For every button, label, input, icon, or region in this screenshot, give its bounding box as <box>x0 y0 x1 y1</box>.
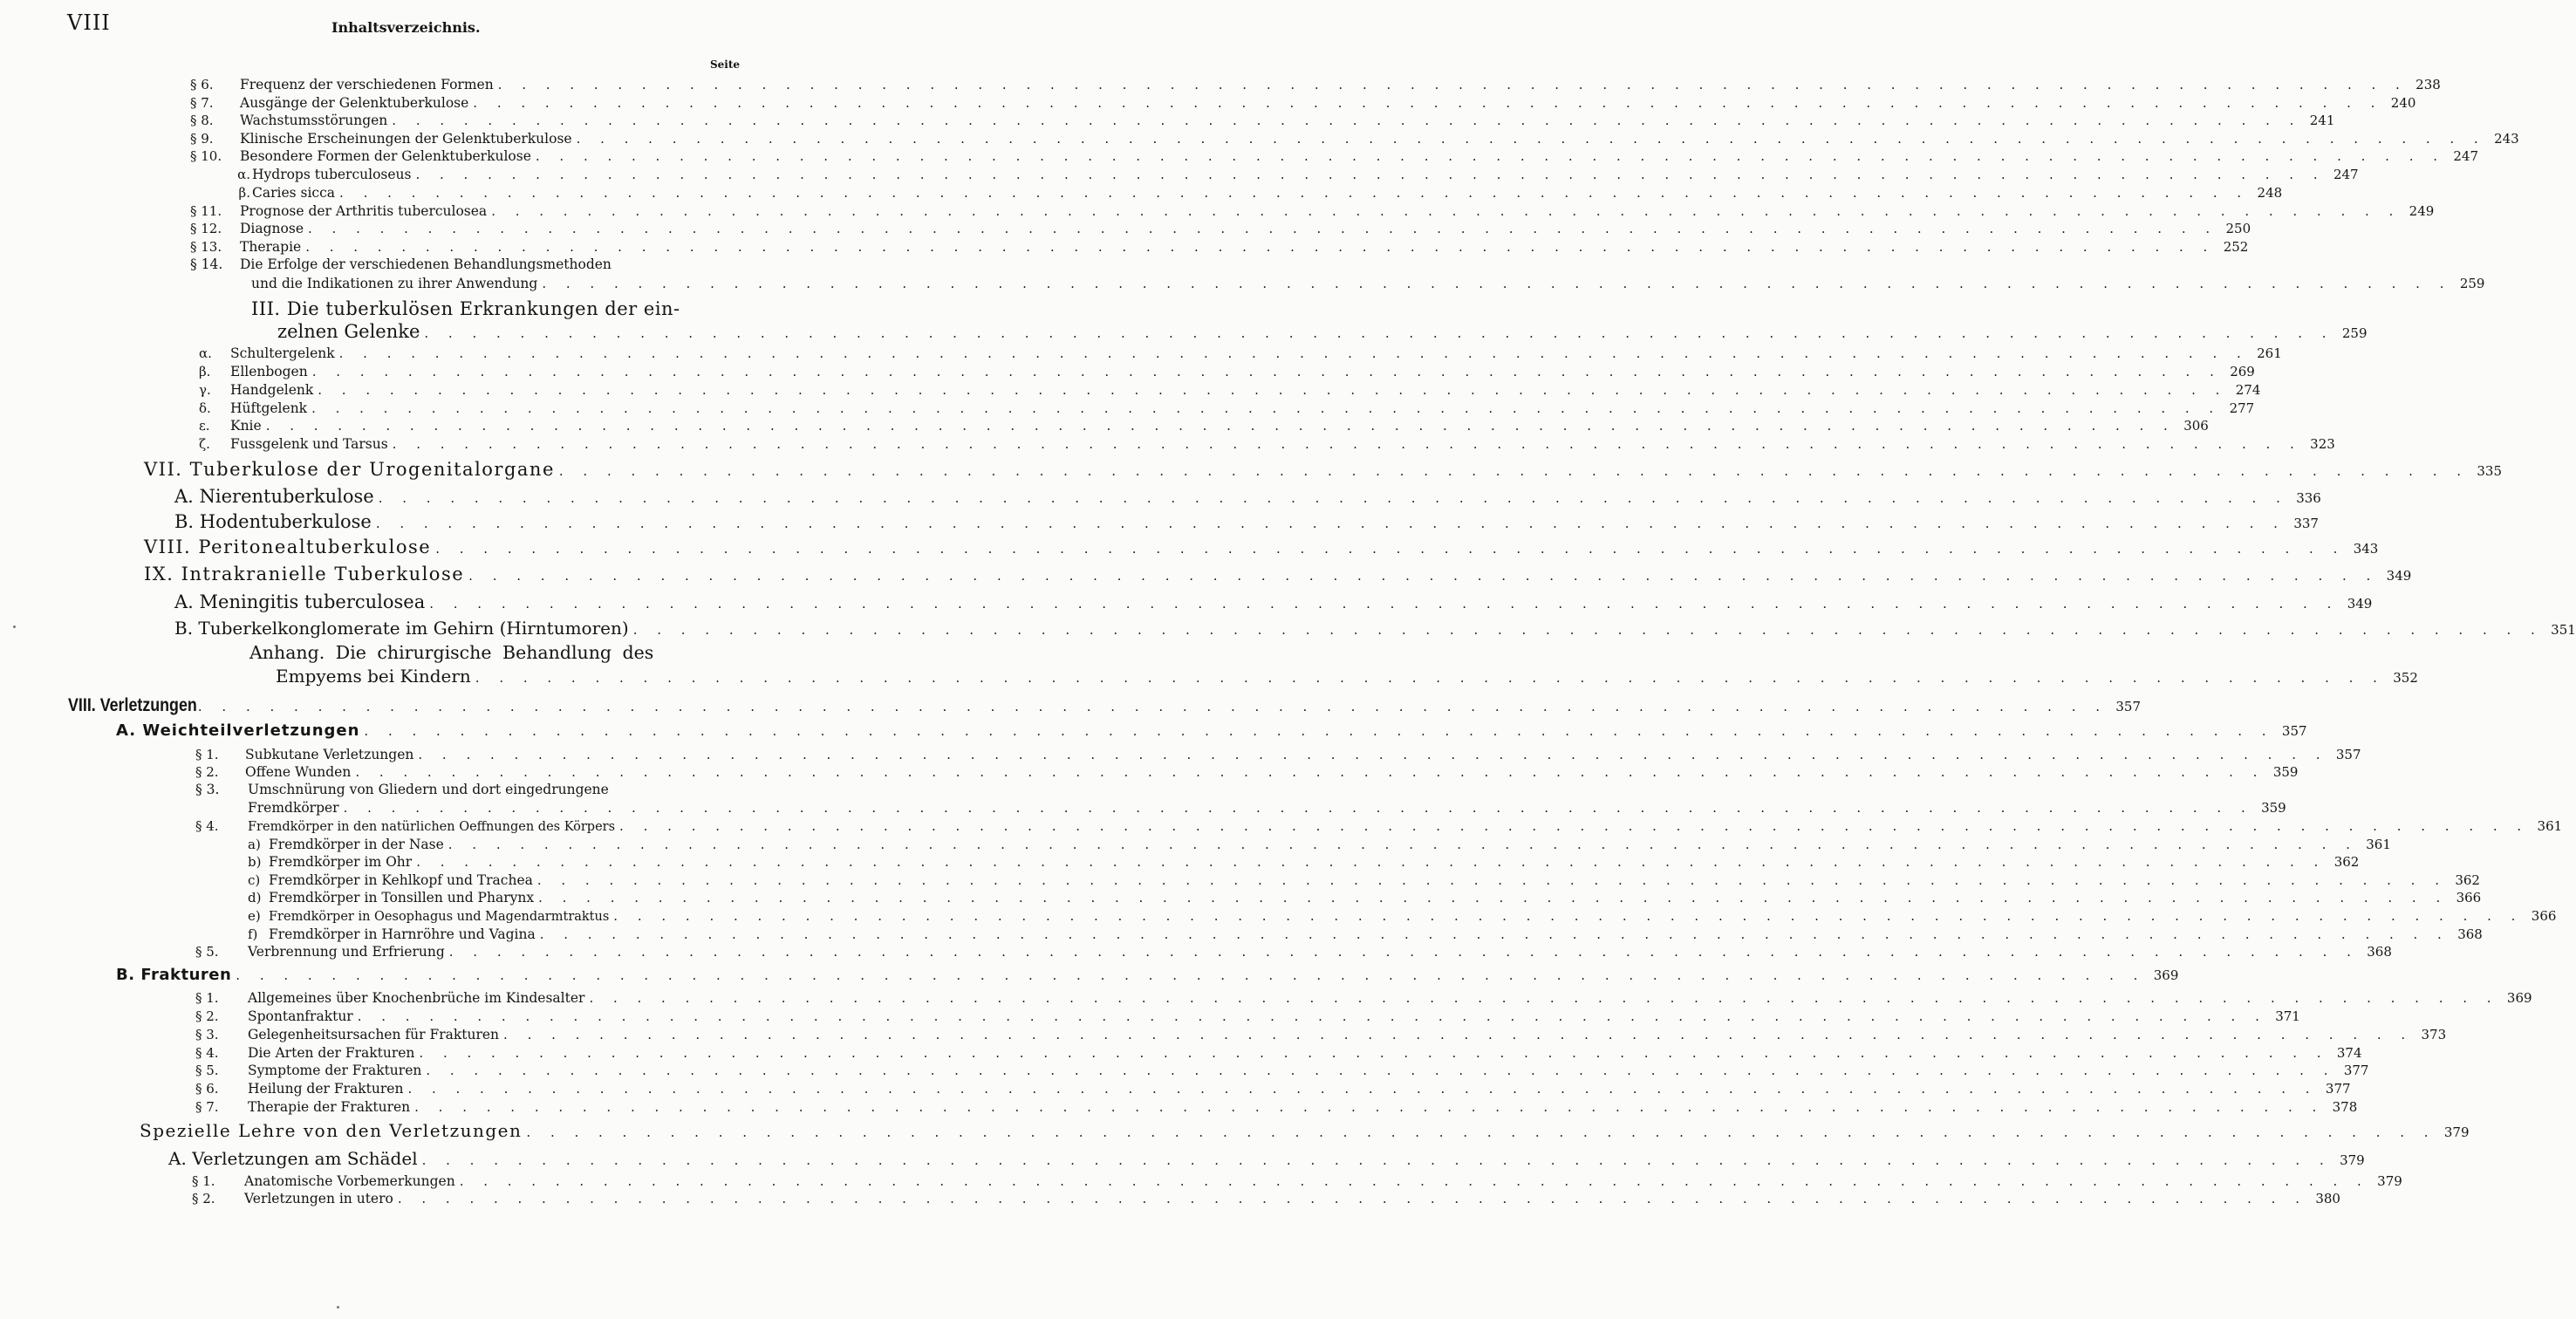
dot-leader: . . . . . . . . . . . . . . . . . . . . . . . . . . . . . . . . . . . . . . . . . . . . . . . . . . . . . . . . . . . . . . . . . . . . . . . . . . . . . . . . <box>418 747 2328 762</box>
dot-leader: . . . . . . . . . . . . . . . . . . . . . . . . . . . . . . . . . . . . . . . . . . . . . . . . . . . . . . . . . . . . . . . . . . . . . . . . . . . . . . . . <box>576 131 2486 147</box>
entry-number: § 6. <box>195 1081 219 1097</box>
dot-leader: . . . . . . . . . . . . . . . . . . . . . . . . . . . . . . . . . . . . . . . . . . . . . . . . . . . . . . . . . . . . . . . . . . . . . . . . . . . . . . . . <box>429 596 2340 612</box>
toc-entry <box>251 275 2485 292</box>
entry-title: Verletzungen in utero <box>244 1191 393 1206</box>
toc-entry <box>192 1172 2402 1190</box>
entry-number: § 11. <box>190 203 222 219</box>
dot-leader: . . . . . . . . . . . . . . . . . . . . . . . . . . . . . . . . . . . . . . . . . . . . . . . . . . . . . . . . . . . . . . . . . . . . . . . . . . . . . . . . <box>419 1045 2329 1061</box>
entry-number: γ. <box>199 382 211 398</box>
dot-leader: . . . . . . . . . . . . . . . . . . . . . . . . . . . . . . . . . . . . . . . . . . . . . . . . . . . . . . . . . . . . . . . . . . . . . . . . . . . . . . . . <box>613 908 2524 924</box>
entry-number: § 14. <box>190 256 223 272</box>
toc-entry <box>190 220 2251 237</box>
entry-title: Subkutane Verletzungen <box>245 747 414 762</box>
entry-page: 377 <box>2343 1063 2369 1078</box>
entry-title: Allgemeines über Knochenbrüche im Kindesalter <box>248 990 585 1006</box>
toc-entry <box>144 536 2379 561</box>
toc-entry <box>248 871 2480 889</box>
entry-page: 277 <box>2229 400 2255 416</box>
toc-entry <box>140 1119 2470 1145</box>
entry-number: § 1. <box>195 990 219 1006</box>
toc-entry-line <box>195 782 609 797</box>
entry-title: Handgelenk <box>230 382 314 398</box>
scan-speck <box>13 625 16 628</box>
toc-entry <box>192 1190 2340 1207</box>
entry-page: 336 <box>2296 490 2321 506</box>
entry-title: Fremdkörper in Tonsillen und Pharynx <box>269 890 535 906</box>
dot-leader: . . . . . . . . . . . . . . . . . . . . . . . . . . . . . . . . . . . . . . . . . . . . . . . . . . . . . . . . . . . . . . . . . . . . . . . . . . . . . . . . <box>426 1063 2336 1078</box>
entry-title: Fremdkörper in Oesophagus und Magendarmtraktus <box>269 910 610 924</box>
dot-leader: . . . . . . . . . . . . . . . . . . . . . . . . . . . . . . . . . . . . . . . . . . . . . . . . . . . . . . . . . . . . . . . . . . . . . . . . . . . . . . . . <box>558 463 2470 479</box>
entry-title: Gelegenheitsursachen für Frakturen <box>248 1027 500 1042</box>
toc-entry <box>277 320 2368 345</box>
entry-title: Verbrennung und Erfrierung <box>248 944 445 960</box>
section-title: B. Frakturen <box>116 966 232 984</box>
entry-title: A. Nierentuberkulose <box>174 486 374 507</box>
dot-leader: . . . . . . . . . . . . . . . . . . . . . . . . . . . . . . . . . . . . . . . . . . . . . . . . . . . . . . . . . . . . . . . . . . . . . . . . . . . . . . . . <box>536 872 2447 888</box>
dot-leader: . . . . . . . . . . . . . . . . . . . . . . . . . . . . . . . . . . . . . . . . . . . . . . . . . . . . . . . . . . . . . . . . . . . . . . . . . . . . . . . . <box>538 890 2449 906</box>
toc-entry <box>195 817 2563 836</box>
toc-entry-line <box>190 256 612 272</box>
entry-title: Prognose der Arthritis tuberculosea <box>240 203 488 219</box>
entry-number: δ. <box>199 400 211 416</box>
toc-entry <box>190 130 2519 147</box>
toc-entry <box>199 363 2255 380</box>
entry-title: VII. Tuberkulose der Urogenitalorgane <box>144 459 555 480</box>
entry-number: α. <box>237 167 250 182</box>
toc-entry <box>174 617 2576 641</box>
entry-page: 248 <box>2257 185 2283 201</box>
section-entry <box>116 965 2179 986</box>
dot-leader: . . . . . . . . . . . . . . . . . . . . . . . . . . . . . . . . . . . . . . . . . . . . . . . . . . . . . . . . . . . . . . . . . . . . . . . . . . . . . . . . <box>435 541 2346 557</box>
dot-leader: . . . . . . . . . . . . . . . . . . . . . . . . . . . . . . . . . . . . . . . . . . . . . . . . . . . . . . . . . . . . . . . . . . . . . . . . . . . . . . . . <box>497 77 2408 92</box>
entry-page: 352 <box>2393 670 2418 686</box>
dot-leader: . . . . . . . . . . . . . . . . . . . . . . . . . . . . . . . . . . . . . . . . . . . . . . . . . . . . . . . . . . . . . . . . . . . . . . . . . . . . . . . . <box>392 113 2302 128</box>
toc-entry <box>221 166 2359 183</box>
entry-page: 349 <box>2386 568 2412 584</box>
dot-leader: . . . . . . . . . . . . . . . . . . . . . . . . . . . . . . . . . . . . . . . . . . . . . . . . . . . . . . . . . . . . . . . . . . . . . . . . . . . . . . . . <box>632 622 2543 638</box>
entry-number: § 1. <box>192 1173 215 1189</box>
entry-number: β. <box>238 185 250 201</box>
page-number: VIII <box>67 10 111 35</box>
entry-page: 306 <box>2183 418 2209 434</box>
toc-entry <box>195 1062 2369 1079</box>
dot-leader: . . . . . . . . . . . . . . . . . . . . . . . . . . . . . . . . . . . . . . . . . . . . . . . . . . . . . . . . . . . . . . . . . . . . . . . . . . . . . . . . <box>375 516 2286 531</box>
dot-leader: . . . . . . . . . . . . . . . . . . . . . . . . . . . . . . . . . . . . . . . . . . . . . . . . . . . . . . . . . . . . . . . . . . . . . . . . . . . . . . . . <box>364 723 2274 739</box>
dot-leader: . . . . . . . . . . . . . . . . . . . . . . . . . . . . . . . . . . . . . . . . . . . . . . . . . . . . . . . . . . . . . . . . . . . . . . . . . . . . . . . . <box>448 837 2358 852</box>
entry-page: 379 <box>2340 1152 2365 1168</box>
dot-leader: . . . . . . . . . . . . . . . . . . . . . . . . . . . . . . . . . . . . . . . . . . . . . . . . . . . . . . . . . . . . . . . . . . . . . . . . . . . . . . . . <box>539 926 2450 942</box>
entry-title: Therapie der Frakturen <box>248 1099 411 1115</box>
toc-entry <box>195 1080 2351 1097</box>
entry-number: § 3. <box>195 782 220 797</box>
entry-page: 249 <box>2409 203 2435 219</box>
dot-leader: . . . . . . . . . . . . . . . . . . . . . . . . . . . . . . . . . . . . . . . . . . . . . . . . . . . . . . . . . . . . . . . . . . . . . . . . . . . . . . . . <box>338 345 2249 361</box>
dot-leader: . . . . . . . . . . . . . . . . . . . . . . . . . . . . . . . . . . . . . . . . . . . . . . . . . . . . . . . . . . . . . . . . . . . . . . . . . . . . . . . . <box>407 1081 2318 1097</box>
dot-leader: . . . . . . . . . . . . . . . . . . . . . . . . . . . . . . . . . . . . . . . . . . . . . . . . . . . . . . . . . . . . . . . . . . . . . . . . . . . . . . . . <box>311 364 2222 379</box>
dot-leader: . . . . . . . . . . . . . . . . . . . . . . . . . . . . . . . . . . . . . . . . . . . . . . . . . . . . . . . . . . . . . . . . . . . . . . . . . . . . . . . . <box>197 699 2108 714</box>
entry-page: 361 <box>2537 818 2563 834</box>
entry-title: Symptome der Frakturen <box>248 1063 422 1078</box>
toc-entry <box>199 417 2209 434</box>
entry-number: § 3. <box>195 1027 219 1042</box>
scan-speck <box>337 1306 339 1309</box>
entry-number: § 7. <box>195 1099 219 1115</box>
toc-entry <box>168 1147 2365 1172</box>
dot-leader: . . . . . . . . . . . . . . . . . . . . . . . . . . . . . . . . . . . . . . . . . . . . . . . . . . . . . . . . . . . . . . . . . . . . . . . . . . . . . . . . <box>589 990 2499 1006</box>
entry-page: 259 <box>2341 325 2368 341</box>
dot-leader: . . . . . . . . . . . . . . . . . . . . . . . . . . . . . . . . . . . . . . . . . . . . . . . . . . . . . . . . . . . . . . . . . . . . . . . . . . . . . . . . <box>416 854 2327 870</box>
entry-number: § 1. <box>195 747 219 762</box>
toc-entry <box>174 485 2321 509</box>
page-column-label: Seite <box>709 58 740 71</box>
dot-leader: . . . . . . . . . . . . . . . . . . . . . . . . . . . . . . . . . . . . . . . . . . . . . . . . . . . . . . . . . . . . . . . . . . . . . . . . . . . . . . . . <box>414 1099 2325 1115</box>
toc-entry <box>248 853 2360 871</box>
dot-leader: . . . . . . . . . . . . . . . . . . . . . . . . . . . . . . . . . . . . . . . . . . . . . . . . . . . . . . . . . . . . . . . . . . . . . . . . . . . . . . . . <box>305 239 2216 255</box>
dot-leader: . . . . . . . . . . . . . . . . . . . . . . . . . . . . . . . . . . . . . . . . . . . . . . . . . . . . . . . . . . . . . . . . . . . . . . . . . . . . . . . . <box>448 944 2359 960</box>
dot-leader: . . . . . . . . . . . . . . . . . . . . . . . . . . . . . . . . . . . . . . . . . . . . . . . . . . . . . . . . . . . . . . . . . . . . . . . . . . . . . . . . <box>339 185 2250 201</box>
section-title: A. Weichteilverletzungen <box>116 721 360 740</box>
entry-number: a) <box>248 837 261 852</box>
entry-number: α. <box>199 345 212 361</box>
entry-page: 323 <box>2310 436 2335 452</box>
entry-title: Klinische Erscheinungen der Gelenktuberkulose <box>240 131 572 147</box>
toc-entry <box>195 989 2532 1007</box>
entry-page: 357 <box>2281 723 2307 739</box>
entry-title: Therapie <box>240 239 302 255</box>
entry-page: 362 <box>2333 854 2360 870</box>
dot-leader: . . . . . . . . . . . . . . . . . . . . . . . . . . . . . . . . . . . . . . . . . . . . . . . . . . . . . . . . . . . . . . . . . . . . . . . . . . . . . . . . <box>311 400 2222 416</box>
entry-page: 261 <box>2257 345 2282 361</box>
toc-entry <box>144 458 2503 483</box>
toc-entry <box>199 381 2261 399</box>
entry-title: A. Meningitis tuberculosea <box>174 591 426 612</box>
entry-title: Caries sicca <box>252 185 336 201</box>
toc-entry <box>248 836 2391 853</box>
entry-title: B. Hodentuberkulose <box>174 511 372 532</box>
entry-page: 369 <box>2153 967 2179 983</box>
entry-title: B. Tuberkelkonglomerate im Gehirn (Hirntumoren) <box>174 618 629 639</box>
appendix-title-line2: Empyems bei Kindern <box>276 666 471 687</box>
entry-number: § 2. <box>195 764 219 780</box>
entry-number: § 13. <box>190 239 222 255</box>
toc-entry <box>190 112 2335 129</box>
entry-page: 362 <box>2455 872 2480 888</box>
section-entry <box>116 721 2307 742</box>
entry-page: 337 <box>2293 516 2319 531</box>
entry-number: β. <box>199 364 211 379</box>
toc-entry <box>221 184 2283 202</box>
toc-entry <box>248 907 2557 926</box>
entry-number: § 4. <box>195 1045 219 1061</box>
entry-page: 349 <box>2347 596 2373 612</box>
entry-number: b) <box>248 854 262 870</box>
entry-page: 369 <box>2506 990 2532 1006</box>
toc-entry <box>190 76 2441 93</box>
entry-page: 366 <box>2456 890 2482 906</box>
entry-page: 343 <box>2353 541 2379 557</box>
entry-number: § 10. <box>190 148 222 164</box>
entry-page: 380 <box>2315 1191 2340 1206</box>
toc-entry <box>195 1044 2362 1062</box>
entry-title: Frequenz der verschiedenen Formen <box>240 77 494 92</box>
toc-entry <box>248 926 2483 943</box>
dot-leader: . . . . . . . . . . . . . . . . . . . . . . . . . . . . . . . . . . . . . . . . . . . . . . . . . . . . . . . . . . . . . . . . . . . . . . . . . . . . . . . . <box>421 1152 2332 1168</box>
entry-page: 359 <box>2261 800 2286 816</box>
entry-title: Hydrops tuberculoseus <box>252 167 412 182</box>
entry-title: Schultergelenk <box>230 345 335 361</box>
entry-title: Heilung der Frakturen <box>248 1081 404 1097</box>
dot-leader: . . . . . . . . . . . . . . . . . . . . . . . . . . . . . . . . . . . . . . . . . . . . . . . . . . . . . . . . . . . . . . . . . . . . . . . . . . . . . . . . <box>357 1008 2267 1024</box>
entry-number: § 12. <box>190 221 222 236</box>
entry-number: § 5. <box>195 944 219 960</box>
entry-number: § 7. <box>190 95 214 111</box>
dot-leader: . . . . . . . . . . . . . . . . . . . . . . . . . . . . . . . . . . . . . . . . . . . . . . . . . . . . . . . . . . . . . . . . . . . . . . . . . . . . . . . . <box>265 418 2176 434</box>
entry-number: § 9. <box>190 131 214 147</box>
appendix-title-line1: Anhang. Die chirurgische Behandlung des <box>249 642 654 663</box>
toc-entry <box>195 1026 2447 1043</box>
dot-leader: . . . . . . . . . . . . . . . . . . . . . . . . . . . . . . . . . . . . . . . . . . . . . . . . . . . . . . . . . . . . . . . . . . . . . . . . . . . . . . . . <box>491 203 2402 219</box>
dot-leader: . . . . . . . . . . . . . . . . . . . . . . . . . . . . . . . . . . . . . . . . . . . . . . . . . . . . . . . . . . . . . . . . . . . . . . . . . . . . . . . . <box>318 382 2228 398</box>
entry-number: § 2. <box>195 1008 219 1024</box>
section-title-line1: III. Die tuberkulösen Erkrankungen der ein- <box>251 298 680 319</box>
entry-title: Offene Wunden <box>245 764 352 780</box>
entry-number: § 4. <box>195 818 219 834</box>
entry-page: 366 <box>2531 908 2557 924</box>
dot-leader: . . . . . . . . . . . . . . . . . . . . . . . . . . . . . . . . . . . . . . . . . . . . . . . . . . . . . . . . . . . . . . . . . . . . . . . . . . . . . . . . <box>542 276 2452 291</box>
entry-title: Spezielle Lehre von den Verletzungen <box>140 1120 523 1141</box>
entry-page: 247 <box>2333 167 2359 182</box>
entry-title-line1: Umschnürung von Gliedern und dort eingedrungene <box>248 782 609 797</box>
entry-number: d) <box>248 890 262 906</box>
toc-entry <box>195 746 2361 763</box>
entry-number: ε. <box>199 418 210 434</box>
entry-page: 240 <box>2390 95 2416 111</box>
dot-leader: . . . . . . . . . . . . . . . . . . . . . . . . . . . . . . . . . . . . . . . . . . . . . . . . . . . . . . . . . . . . . . . . . . . . . . . . . . . . . . . . <box>415 167 2326 182</box>
chapter-title: VIII. Verletzungen <box>68 695 197 715</box>
entry-title: Fremdkörper im Ohr <box>269 854 413 870</box>
toc-entry <box>199 400 2255 417</box>
dot-leader: . . . . . . . . . . . . . . . . . . . . . . . . . . . . . . . . . . . . . . . . . . . . . . . . . . . . . . . . . . . . . . . . . . . . . . . . . . . . . . . . <box>308 221 2218 236</box>
dot-leader: . . . . . . . . . . . . . . . . . . . . . . . . . . . . . . . . . . . . . . . . . . . . . . . . . . . . . . . . . . . . . . . . . . . . . . . . . . . . . . . . <box>526 1124 2436 1140</box>
entry-title: Fremdkörper in der Nase <box>269 837 444 852</box>
entry-title: Fremdkörper in Harnröhre und Vagina <box>269 926 536 942</box>
dot-leader: . . . . . . . . . . . . . . . . . . . . . . . . . . . . . . . . . . . . . . . . . . . . . . . . . . . . . . . . . . . . . . . . . . . . . . . . . . . . . . . . <box>397 1191 2307 1206</box>
entry-page: 377 <box>2325 1081 2351 1097</box>
entry-title: Besondere Formen der Gelenktuberkulose <box>240 148 531 164</box>
toc-entry <box>199 345 2282 362</box>
dot-leader: . . . . . . . . . . . . . . . . . . . . . . . . . . . . . . . . . . . . . . . . . . . . . . . . . . . . . . . . . . . . . . . . . . . . . . . . . . . . . . . . <box>468 568 2379 584</box>
toc-entry <box>174 510 2319 535</box>
toc-entry <box>195 943 2392 960</box>
entry-page: 269 <box>2230 364 2255 379</box>
entry-title: Fussgelenk und Tarsus <box>230 436 388 452</box>
toc-entry <box>195 1098 2358 1116</box>
entry-title: Fremdkörper in Kehlkopf und Trachea <box>269 872 533 888</box>
entry-page: 259 <box>2459 276 2485 291</box>
toc-entry <box>199 435 2335 453</box>
dot-leader: . . . . . . . . . . . . . . . . . . . . . . . . . . . . . . . . . . . . . . . . . . . . . . . . . . . . . . . . . . . . . . . . . . . . . . . . . . . . . . . . <box>355 764 2265 780</box>
entry-title: IX. Intrakranielle Tuberkulose <box>144 564 465 584</box>
dot-leader: . . . . . . . . . . . . . . . . . . . . . . . . . . . . . . . . . . . . . . . . . . . . . . . . . . . . . . . . . . . . . . . . . . . . . . . . . . . . . . . . <box>503 1027 2414 1042</box>
dot-leader: . . . . . . . . . . . . . . . . . . . . . . . . . . . . . . . . . . . . . . . . . . . . . . . . . . . . . . . . . . . . . . . . . . . . . . . . . . . . . . . . <box>236 967 2146 983</box>
entry-page: 359 <box>2272 764 2299 780</box>
toc-entry <box>144 563 2412 588</box>
entry-page: 243 <box>2494 131 2519 147</box>
entry-title-line2: und die Indikationen zu ihrer Anwendung <box>251 276 538 291</box>
entry-number: § 6. <box>190 77 214 92</box>
toc-entry <box>190 94 2416 112</box>
entry-page: 378 <box>2332 1099 2358 1115</box>
dot-leader: . . . . . . . . . . . . . . . . . . . . . . . . . . . . . . . . . . . . . . . . . . . . . . . . . . . . . . . . . . . . . . . . . . . . . . . . . . . . . . . . <box>424 325 2334 341</box>
entry-number: ζ. <box>199 436 210 452</box>
toc-entry <box>190 202 2435 220</box>
toc-entry <box>190 147 2478 165</box>
dot-leader: . . . . . . . . . . . . . . . . . . . . . . . . . . . . . . . . . . . . . . . . . . . . . . . . . . . . . . . . . . . . . . . . . . . . . . . . . . . . . . . . <box>475 670 2385 686</box>
entry-number: § 5. <box>195 1063 219 1078</box>
running-title: Inhaltsverzeichnis. <box>331 19 481 36</box>
entry-title: Ellenbogen <box>230 364 308 379</box>
entry-number: § 8. <box>190 113 214 128</box>
toc-entry <box>195 1008 2300 1025</box>
entry-title: Spontanfraktur <box>248 1008 353 1024</box>
entry-number: f) <box>248 926 258 942</box>
entry-page: 274 <box>2235 382 2261 398</box>
entry-page: 335 <box>2477 463 2503 479</box>
entry-page: 374 <box>2336 1045 2362 1061</box>
toc-entry <box>174 591 2373 615</box>
entry-page: 368 <box>2367 944 2392 960</box>
dot-leader: . . . . . . . . . . . . . . . . . . . . . . . . . . . . . . . . . . . . . . . . . . . . . . . . . . . . . . . . . . . . . . . . . . . . . . . . . . . . . . . . <box>459 1173 2369 1189</box>
entry-title: Wachstumsstörungen <box>240 113 388 128</box>
entry-page: 250 <box>2225 221 2251 236</box>
entry-page: 371 <box>2275 1008 2300 1024</box>
dot-leader: . . . . . . . . . . . . . . . . . . . . . . . . . . . . . . . . . . . . . . . . . . . . . . . . . . . . . . . . . . . . . . . . . . . . . . . . . . . . . . . . <box>343 800 2253 816</box>
entry-page: 361 <box>2366 837 2391 852</box>
dot-leader: . . . . . . . . . . . . . . . . . . . . . . . . . . . . . . . . . . . . . . . . . . . . . . . . . . . . . . . . . . . . . . . . . . . . . . . . . . . . . . . . <box>619 818 2530 834</box>
entry-page: 379 <box>2377 1173 2402 1189</box>
entry-page: 247 <box>2453 148 2478 164</box>
entry-number: c) <box>248 872 261 888</box>
entry-page: 357 <box>2335 747 2361 762</box>
entry-title: Hüftgelenk <box>230 400 308 416</box>
entry-title: Diagnose <box>240 221 304 236</box>
entry-page: 373 <box>2421 1027 2447 1042</box>
entry-number: e) <box>248 908 261 924</box>
entry-title: Knie <box>230 418 262 434</box>
entry-page: 252 <box>2223 239 2249 255</box>
entry-title: Fremdkörper in den natürlichen Oeffnungen des Körpers <box>248 820 616 834</box>
entry-title: A. Verletzungen am Schädel <box>168 1148 418 1169</box>
toc-entry <box>248 799 2286 817</box>
entry-title-line2: Fremdkörper <box>248 800 339 816</box>
toc-entry <box>276 665 2418 689</box>
entry-page: 351 <box>2551 622 2576 638</box>
entry-title: Ausgänge der Gelenktuberkulose <box>240 95 469 111</box>
dot-leader: . . . . . . . . . . . . . . . . . . . . . . . . . . . . . . . . . . . . . . . . . . . . . . . . . . . . . . . . . . . . . . . . . . . . . . . . . . . . . . . . <box>535 148 2445 164</box>
entry-page: 241 <box>2309 113 2335 128</box>
entry-page: 368 <box>2457 926 2483 942</box>
entry-title: Anatomische Vorbemerkungen <box>244 1173 455 1189</box>
entry-title: VIII. Peritonealtuberkulose <box>144 536 432 557</box>
dot-leader: . . . . . . . . . . . . . . . . . . . . . . . . . . . . . . . . . . . . . . . . . . . . . . . . . . . . . . . . . . . . . . . . . . . . . . . . . . . . . . . . <box>392 436 2302 452</box>
entry-number: § 2. <box>192 1191 215 1206</box>
chapter-entry <box>68 694 2142 718</box>
section-title-line2: zelnen Gelenke <box>277 321 420 342</box>
dot-leader: . . . . . . . . . . . . . . . . . . . . . . . . . . . . . . . . . . . . . . . . . . . . . . . . . . . . . . . . . . . . . . . . . . . . . . . . . . . . . . . . <box>378 490 2288 506</box>
entry-page: 379 <box>2443 1124 2470 1140</box>
toc-entry <box>195 763 2299 781</box>
entry-title: Die Arten der Frakturen <box>248 1045 415 1061</box>
entry-title-line1: Die Erfolge der verschiedenen Behandlungsmethoden <box>240 256 612 272</box>
dot-leader: . . . . . . . . . . . . . . . . . . . . . . . . . . . . . . . . . . . . . . . . . . . . . . . . . . . . . . . . . . . . . . . . . . . . . . . . . . . . . . . . <box>473 95 2383 111</box>
toc-entry <box>190 238 2249 256</box>
entry-page: 357 <box>2115 699 2142 714</box>
toc-entry <box>248 889 2482 906</box>
entry-page: 238 <box>2415 77 2441 92</box>
